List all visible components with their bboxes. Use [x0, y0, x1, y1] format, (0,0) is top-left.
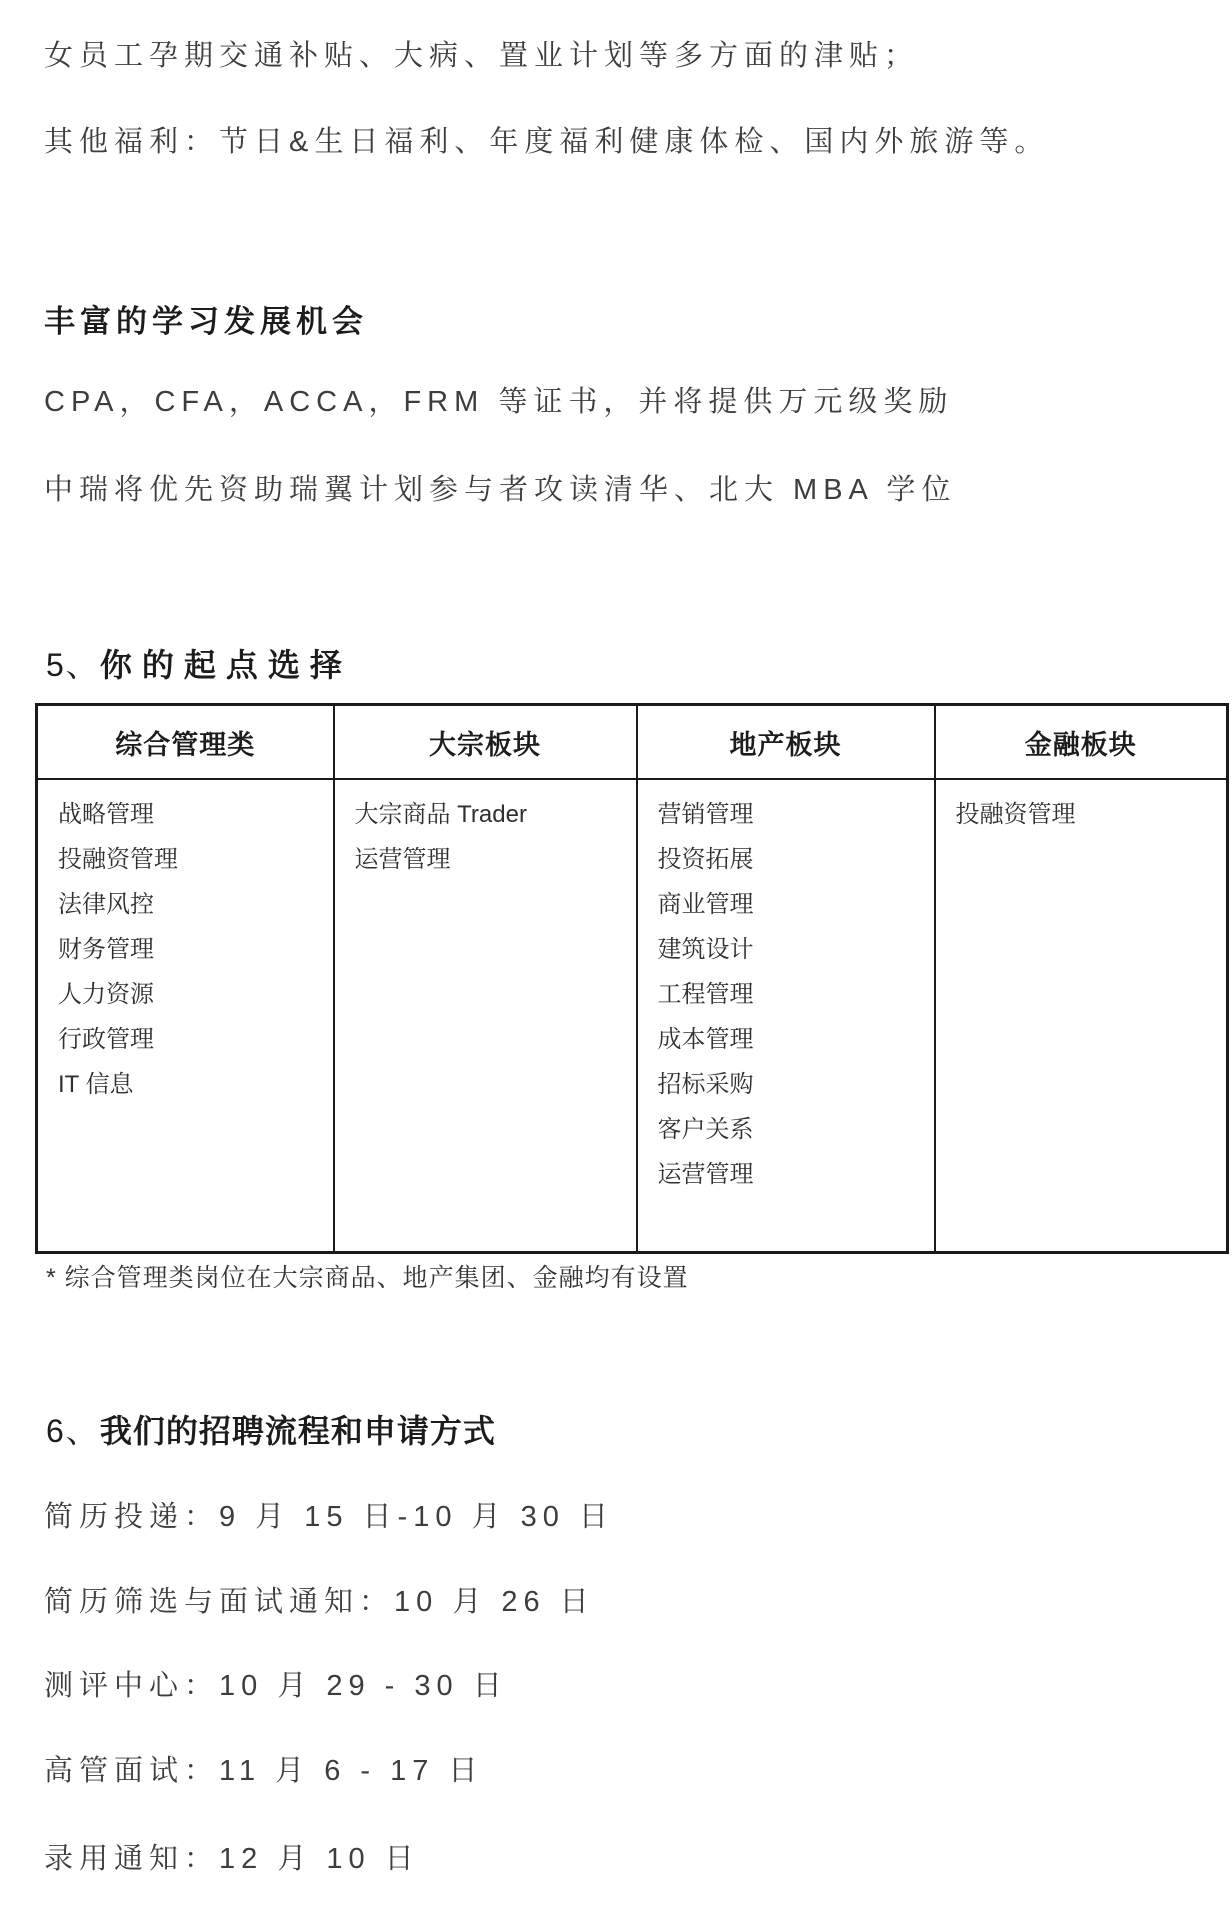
section5-heading: [46, 640, 352, 686]
section6-number: 6、: [46, 1413, 100, 1449]
process-step-resume-submission: 简历投递：9 月 15 日-10 月 30 日: [44, 1501, 614, 1533]
learning-line-mba: 中瑞将优先资助瑞翼计划参与者攻读清华、北大 MBA 学位: [44, 474, 957, 506]
table-item: 营销管理: [657, 801, 754, 828]
table-cell-commodities: [334, 779, 637, 1253]
section6-heading: [46, 1406, 496, 1452]
table-cell-general-management: [37, 779, 334, 1253]
learning-line-certificates: CPA，CFA，ACCA，FRM 等证书，并将提供万元级奖励: [44, 386, 954, 418]
table-item: 投资拓展: [657, 846, 754, 873]
process-step-offer-notice: 录用通知：12 月 10 日: [44, 1843, 420, 1875]
table-item: 客户关系: [657, 1116, 754, 1143]
table-item: 财务管理: [58, 936, 154, 963]
table-item: 运营管理: [354, 846, 451, 873]
table-cell-real-estate: [637, 779, 935, 1253]
table-footnote: * 综合管理类岗位在大宗商品、地产集团、金融均有设置: [46, 1264, 689, 1292]
process-step-executive-interview: 高管面试：11 月 6 - 17 日: [44, 1755, 484, 1787]
table-header-real-estate: 地产板块: [637, 705, 935, 780]
table-item: 战略管理: [58, 801, 154, 828]
section5-title: 你的起点选择: [99, 647, 352, 683]
table-item: 行政管理: [58, 1026, 154, 1053]
benefits-line-other: 其他福利：节日&生日福利、年度福利健康体检、国内外旅游等。: [44, 126, 1050, 158]
table-item: 招标采购: [657, 1071, 754, 1098]
table-header-row: [37, 705, 1228, 780]
table-header-finance: 金融板块: [935, 705, 1228, 780]
learning-section-heading: 丰富的学习发展机会: [44, 304, 368, 339]
table-item: 投融资管理: [955, 801, 1076, 828]
table-item: 商业管理: [657, 891, 754, 918]
section5-number: 5、: [46, 647, 100, 683]
table-item: 工程管理: [657, 981, 754, 1008]
table-item: 投融资管理: [58, 846, 178, 873]
table-header-commodities: 大宗板块: [334, 705, 637, 780]
table-item: 大宗商品 Trader: [354, 801, 527, 828]
table-item: 成本管理: [657, 1026, 754, 1053]
table-item: IT 信息: [58, 1071, 134, 1098]
section6-title: 我们的招聘流程和申请方式: [99, 1413, 496, 1449]
table-cell-finance: [935, 779, 1228, 1253]
positions-table: [35, 703, 1229, 1254]
table-item: 建筑设计: [657, 936, 754, 963]
process-step-screening-notice: 简历筛选与面试通知：10 月 26 日: [44, 1586, 595, 1618]
benefits-line-maternity: 女员工孕期交通补贴、大病、置业计划等多方面的津贴；: [44, 40, 920, 72]
table-item: 人力资源: [58, 981, 154, 1008]
process-step-assessment-center: 测评中心：10 月 29 - 30 日: [44, 1670, 508, 1702]
table-header-general-management: 综合管理类: [37, 705, 334, 780]
table-item: 运营管理: [657, 1161, 754, 1188]
table-item: 法律风控: [58, 891, 154, 918]
table-body-row: [37, 779, 1228, 1253]
